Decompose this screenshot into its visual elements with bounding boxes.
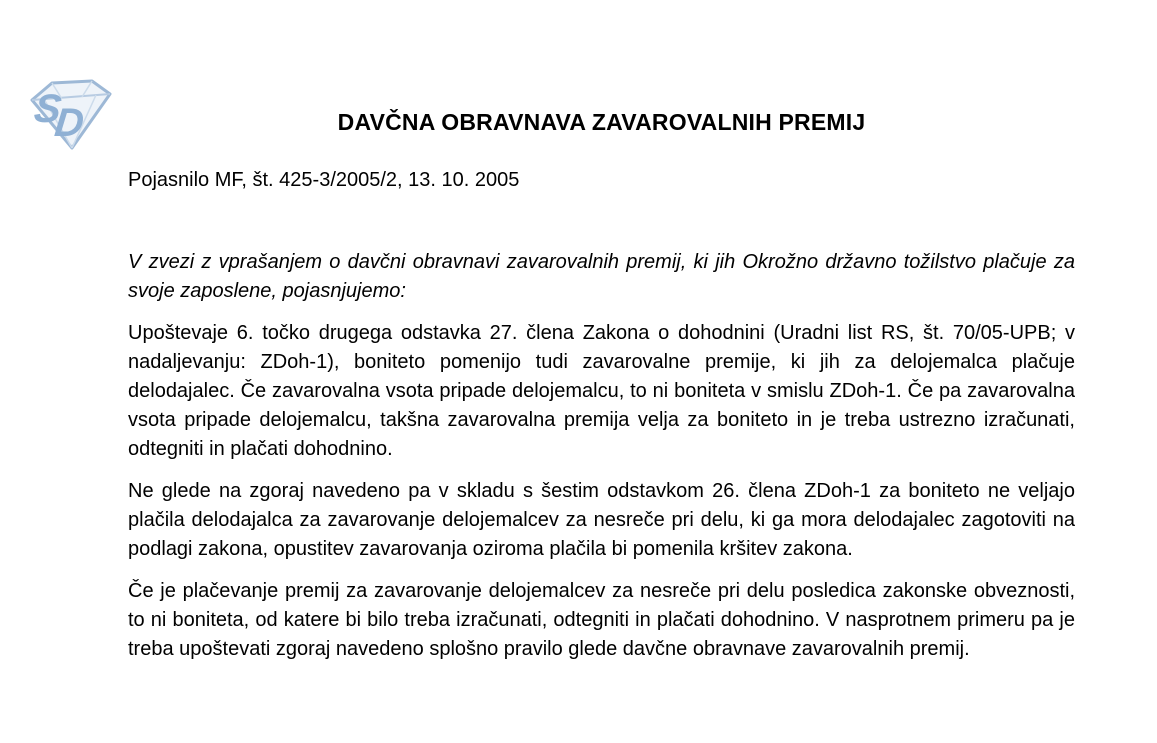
sd-diamond-logo [24, 74, 118, 154]
logo-letter-d: D [52, 101, 87, 145]
paragraph-1: V zvezi z vprašanjem o davčni obravnavi zavarovalnih premij, ki jih Okrožno državno tožilstvo plačuje za svoje zaposlene, pojasnjujemo: [128, 251, 1075, 302]
sd-diamond-logo-svg [24, 74, 118, 154]
paragraph-3: Ne glede na zgoraj navedeno pa v skladu s šestim odstavkom 26. člena ZDoh-1 za boniteto ne veljajo plačila delodajalca za zavarovanje delojemalcev za nesreče pri delu, ki ga mora delodajalec zagotoviti na podlagi zakona, opustitev zavarovanja oziroma plačila bi pomenila kršitev zakona. [128, 480, 1075, 560]
paragraph-2: Upoštevaje 6. točko drugega odstavka 27. člena Zakona o dohodnini (Uradni list RS, št. 70/05-UPB; v nadaljevanju: ZDoh-1), boniteto pomenijo tudi zavarovalne premije, ki jih za delojemalca plačuje delodajalec. Če zavarovalna vsota pripade delojemalcu, to ni boniteta v smislu ZDoh-1. Če pa zavarovalna vsota pripade delojemalcu, takšna zavarovalna premija velja za boniteto in je treba ustrezno izračunati, odtegniti in plačati dohodnino. [128, 322, 1075, 460]
document-paragraphs [128, 248, 1075, 664]
paragraph-4: Če je plačevanje premij za zavarovanje delojemalcev za nesreče pri delu posledica zakonske obveznosti, to ni boniteta, od katere bi bilo treba izračunati, odtegniti in plačati dohodnino. V nasprotnem primeru pa je treba upoštevati zgoraj navedeno splošno pravilo glede davčne obravnave zavarovalnih premij. [128, 580, 1075, 660]
document-title: DAVČNA OBRAVNAVA ZAVAROVALNIH PREMIJ [337, 109, 866, 135]
document-reference: Pojasnilo MF, št. 425-3/2005/2, 13. 10. 2005 [128, 169, 520, 191]
logo-letter-s: S [32, 87, 64, 131]
